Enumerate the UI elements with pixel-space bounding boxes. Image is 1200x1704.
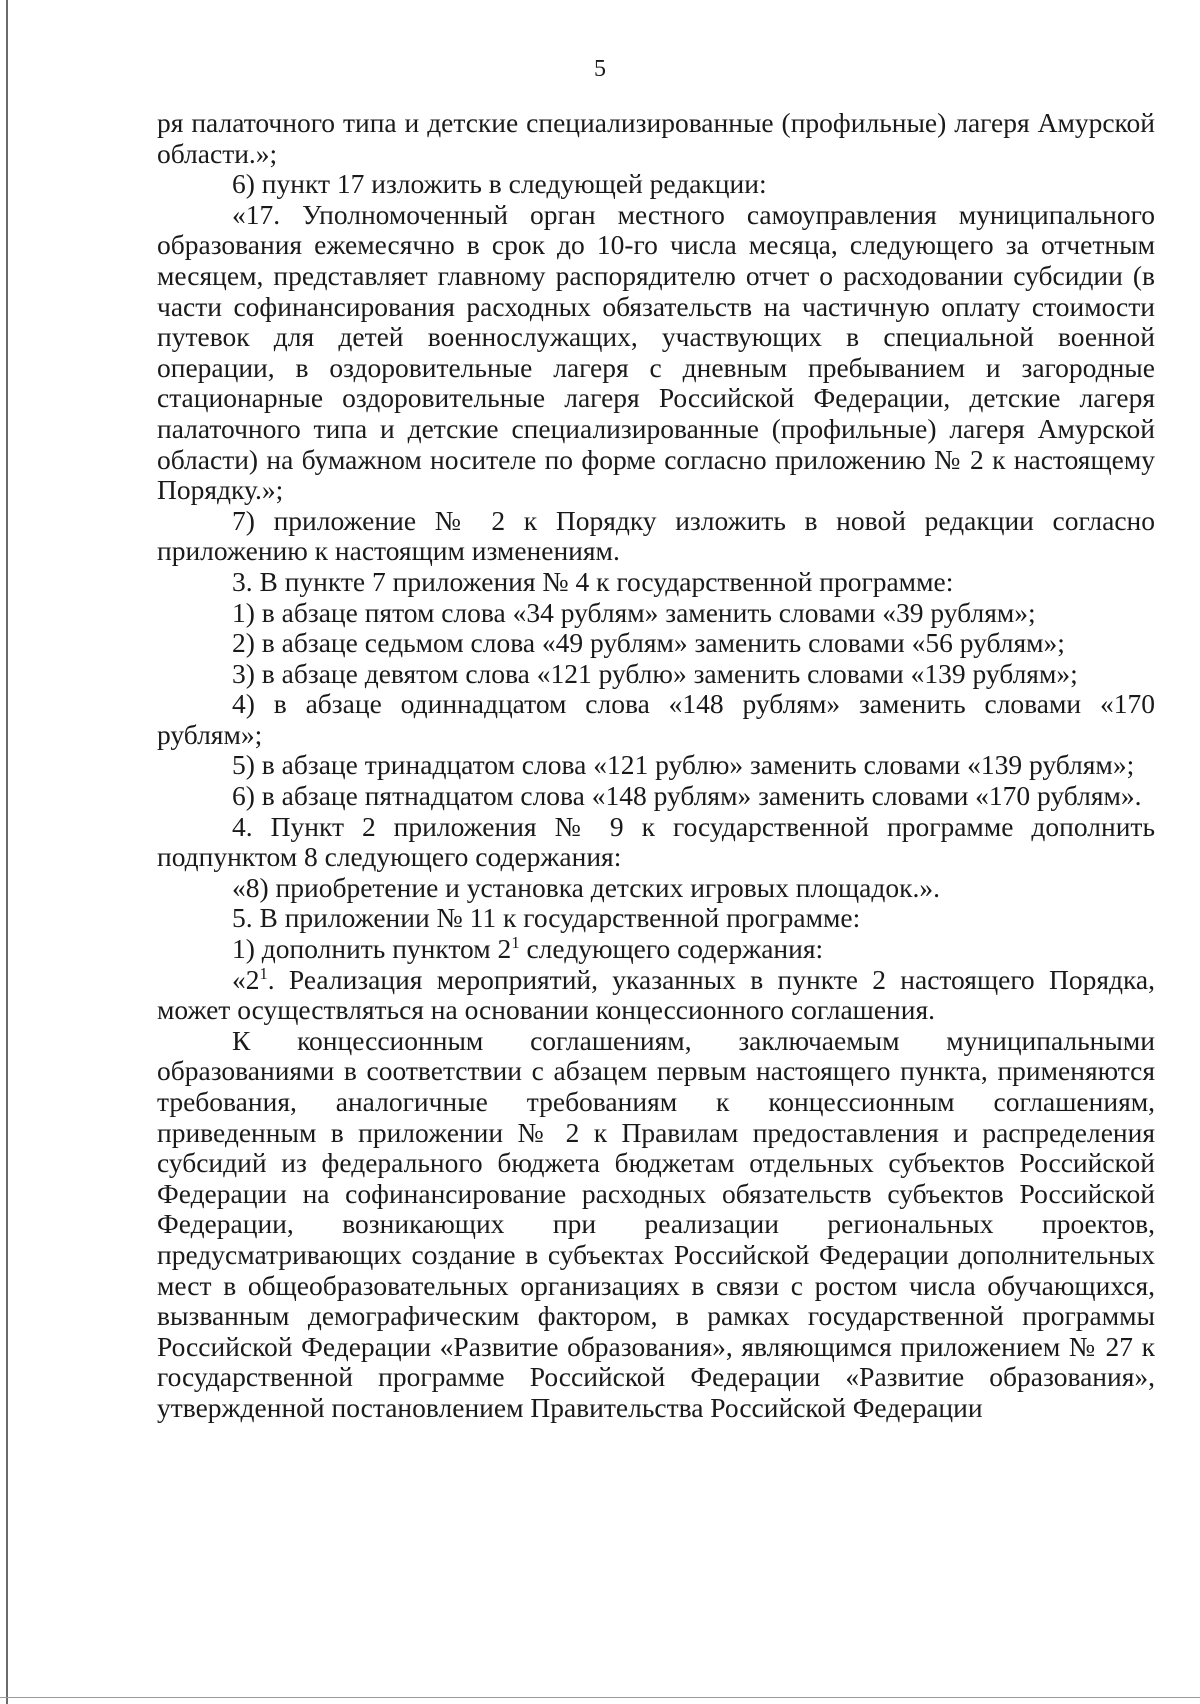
paragraph: 5) в абзаце тринадцатом слова «121 рублю» заменить словами «139 рублям»; [232, 749, 1135, 781]
paragraph: 2) в абзаце седьмом слова «49 рублям» заменить словами «56 рублям»; [232, 627, 1065, 659]
page-number: 5 [594, 56, 606, 82]
paragraph: 6) пункт 17 изложить в следующей редакции: [232, 168, 767, 200]
paragraph: 6) в абзаце пятнадцатом слова «148 рублям» заменить словами «170 рублям». [232, 780, 1142, 812]
paragraph: 4. Пункт 2 приложения № 9 к государственной программе дополнить подпунктом 8 следующего содержания: [157, 810, 1155, 873]
paragraph: 7) приложение № 2 к Порядку изложить в новой редакции согласно приложению к настоящим изменениям. [157, 504, 1155, 567]
paragraph: 1) дополнить пунктом $2^1$ следующего содержания: [232, 932, 824, 965]
scan-bottom-edge [0, 1697, 1200, 1698]
superscript: 1 [259, 963, 268, 983]
paragraph: 3) в абзаце девятом слова «121 рублю» заменить словами «139 рублям»; [232, 657, 1078, 689]
superscript: 1 [511, 932, 520, 952]
paragraph: «17. Уполномоченный орган местного самоуправления муниципального образования ежемесячно в срок до 10-го числа месяца, следующего за отчетным месяцем, представляет главному распорядителю отчет о расходовании субсидии (в части софинансирования расходных обязательств на частичную оплату стоимости путевок для детей военнослужащих, участвующих в специальной военной операции, в оздоровительные лагеря с дневным пребыванием и загородные стационарные оздоровительные лагеря Российской Федерации, детские лагеря палаточного типа и детские специализированные (профильные) лагеря Амурской области) на бумажном носителе по форме согласно приложению № 2 к настоящему Порядку.»; [157, 198, 1155, 506]
scan-left-edge [6, 0, 8, 1704]
paragraph: «8) приобретение и установка детских игровых площадок.». [232, 871, 940, 903]
paragraph: 5. В приложении № 11 к государственной программе: [232, 902, 861, 934]
paragraph: ря палаточного типа и детские специализированные (профильные) лагеря Амурской области.»; [157, 107, 1155, 169]
paragraph: 4) в абзаце одиннадцатом слова «148 рублям» заменить словами «170 рублям»; [157, 688, 1155, 750]
paragraph: 1) в абзаце пятом слова «34 рублям» заменить словами «39 рублям»; [232, 596, 1036, 628]
document-body [157, 108, 1155, 1424]
paragraph: К концессионным соглашениям, заключаемым муниципальными образованиями в соответствии с абзацем первым настоящего пункта, применяются требования, аналогичные требованиям к концессионным соглашениям, приведенным в приложении № 2 к Правилам предоставления и распределения субсидий из федерального бюджета бюджетам отдельных субъектов Российской Федерации на софинансирование расходных обязательств субъектов Российской Федерации, возникающих при реализации региональных проектов, предусматривающих создание в субъектах Российской Федерации дополнительных мест в общеобразовательных организациях в связи с ростом числа обучающихся, вызванным демографическим фактором, в рамках государственной программы Российской Федерации «Развитие образования», являющимся приложением № 27 к государственной программе Российской Федерации «Развитие образования», утвержденной постановлением Правительства Российской Федерации [157, 1024, 1155, 1423]
paragraph: 3. В пункте 7 приложения № 4 к государственной программе: [232, 565, 954, 597]
paragraph: «$2^1$. Реализация мероприятий, указанных в пункте 2 настоящего Порядка, может осуществляться на основании концессионного соглашения. [157, 963, 1155, 1026]
